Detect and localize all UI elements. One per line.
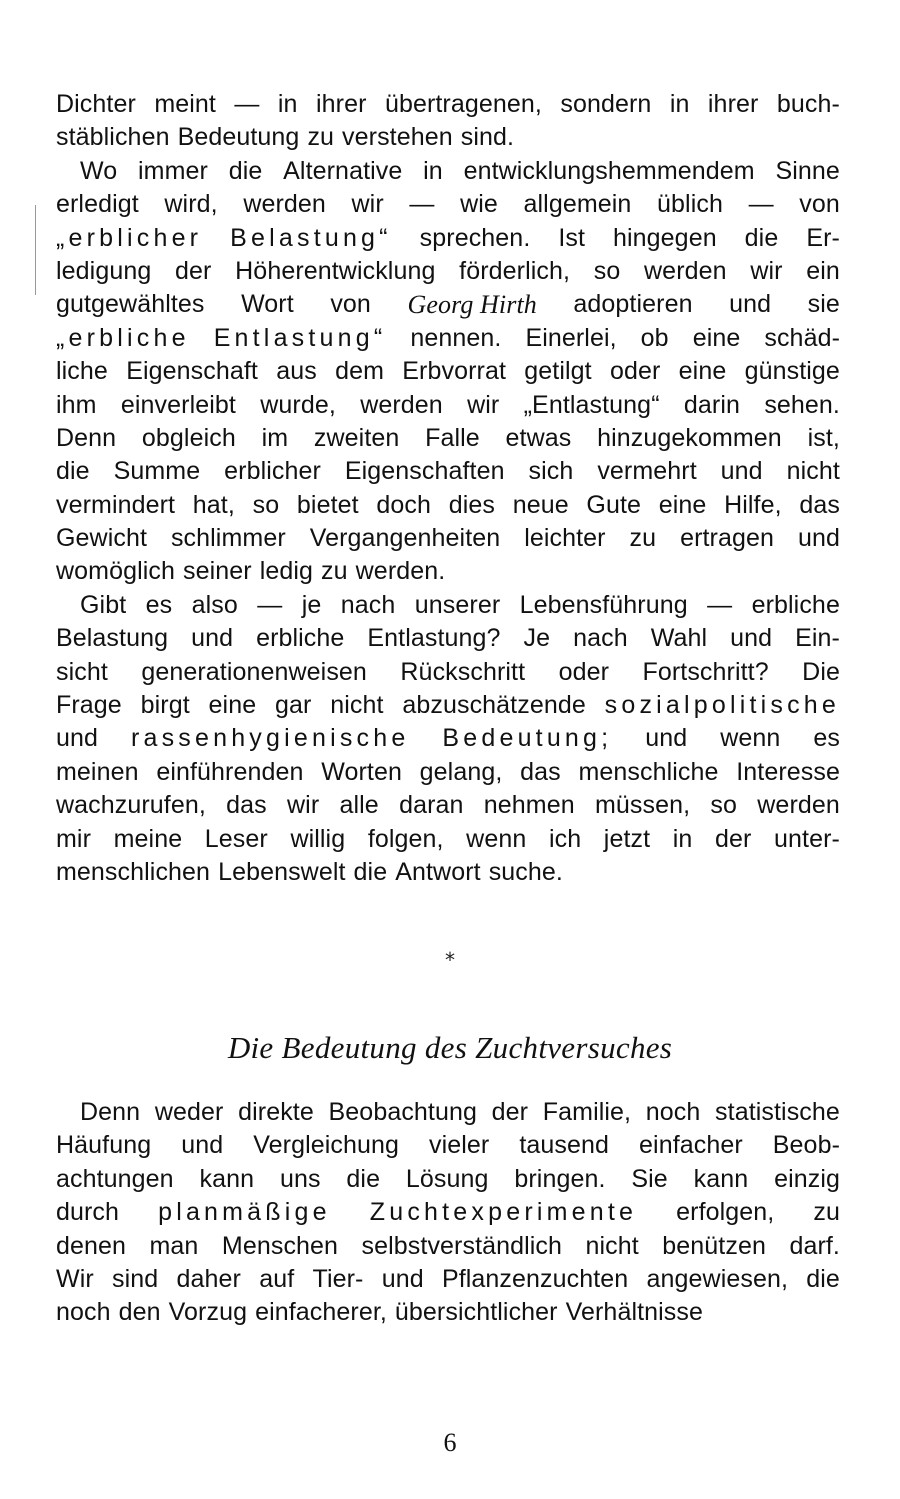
word: Beob- xyxy=(772,1131,840,1160)
text-line xyxy=(56,555,840,588)
word: Die xyxy=(802,657,840,686)
word: und xyxy=(645,724,688,753)
word: Einerlei, xyxy=(525,323,617,352)
word: unter- xyxy=(774,824,840,853)
word: Alternative xyxy=(283,156,403,185)
word: zweiten xyxy=(313,423,400,452)
word: Vorzug xyxy=(168,1298,248,1327)
word: ist, xyxy=(807,423,840,452)
word: zu xyxy=(629,524,657,553)
word: meine xyxy=(113,824,183,853)
word: „erbliche xyxy=(56,323,190,352)
word: Zuchtexperimente xyxy=(369,1198,638,1227)
word: — xyxy=(748,190,774,219)
text-line xyxy=(56,522,840,555)
word: eine xyxy=(208,691,257,720)
word: Bedeutung xyxy=(177,123,300,152)
section-ornament: * xyxy=(445,948,455,972)
word: wachzurufen, xyxy=(56,791,206,820)
word: seiner xyxy=(183,557,252,586)
word: nach xyxy=(573,624,628,653)
word: Eigenschaften xyxy=(344,457,505,486)
word: nach xyxy=(340,590,396,619)
word: und xyxy=(191,624,234,653)
word: einverleibt xyxy=(120,390,236,419)
word: dies xyxy=(448,490,495,519)
word: erbliche xyxy=(256,624,345,653)
word: selbstverständlich xyxy=(361,1231,563,1260)
word: in xyxy=(669,90,690,118)
word: Menschen xyxy=(221,1231,339,1260)
word: Belastung xyxy=(56,624,169,653)
word: einfacher xyxy=(639,1131,743,1160)
word: getilgt xyxy=(524,357,592,386)
text-line xyxy=(56,589,840,622)
word: den xyxy=(118,1298,161,1327)
word: also xyxy=(191,590,238,619)
word: Vergangenheiten xyxy=(309,524,501,553)
word: Wort xyxy=(241,290,294,319)
word: und xyxy=(797,524,840,553)
word: direkte xyxy=(238,1098,314,1126)
text-line xyxy=(56,656,840,689)
text-line xyxy=(56,322,840,355)
word: suche. xyxy=(488,857,563,886)
word: Familie, xyxy=(542,1098,632,1126)
word: folgen, xyxy=(367,824,444,853)
word: nicht xyxy=(330,691,384,720)
word: einzig xyxy=(774,1164,840,1193)
word: Interesse xyxy=(736,757,840,786)
text-line xyxy=(56,455,840,488)
word: so xyxy=(593,256,621,285)
word: ertragen xyxy=(680,524,774,553)
word: durch xyxy=(56,1198,120,1227)
word: vieler xyxy=(429,1131,490,1160)
word: nehmen xyxy=(483,791,575,820)
word: je xyxy=(301,590,322,619)
word: werden xyxy=(243,190,326,219)
word: planmäßige xyxy=(158,1198,331,1227)
word: meint xyxy=(154,90,216,118)
word: wir xyxy=(750,256,783,285)
word: ledigung xyxy=(56,256,152,285)
word: und xyxy=(729,290,772,319)
word: der xyxy=(715,824,752,853)
section-heading: Die Bedeutung des Zuchtversuches xyxy=(227,1030,673,1065)
word: menschliche xyxy=(578,757,719,786)
text-line xyxy=(56,823,840,856)
word: Antwort xyxy=(395,857,481,886)
word: werden xyxy=(757,791,840,820)
word: sprechen. xyxy=(419,223,531,252)
word: erbliche xyxy=(751,590,840,619)
word: werden xyxy=(644,256,727,285)
word: Belastung“ xyxy=(230,223,392,252)
word: daher xyxy=(176,1264,241,1293)
word: die xyxy=(346,1164,381,1193)
word: Lebenswelt xyxy=(218,857,346,886)
word: sehen. xyxy=(764,390,840,419)
word: Sinne xyxy=(775,156,840,185)
word: entwicklungshemmendem xyxy=(463,156,755,185)
text-line xyxy=(56,389,840,422)
word: Gute xyxy=(586,490,642,519)
word: die xyxy=(806,1264,840,1293)
word: dem xyxy=(335,357,385,386)
word: statistische xyxy=(715,1098,840,1126)
word: achtungen xyxy=(56,1164,174,1193)
text-line xyxy=(56,1296,840,1329)
word: Bedeutung; xyxy=(442,724,613,753)
text-line xyxy=(56,188,840,221)
word: der xyxy=(491,1098,529,1126)
word: allgemein xyxy=(523,190,632,219)
word: doch xyxy=(376,490,432,519)
word: ich xyxy=(548,824,582,853)
text-line xyxy=(56,856,840,889)
word: erledigt xyxy=(56,190,139,219)
word: wenn xyxy=(466,824,527,853)
text-line xyxy=(56,1196,840,1229)
word: werden. xyxy=(355,557,446,586)
text-line xyxy=(56,756,840,789)
word: meinen xyxy=(56,757,139,786)
word: hingegen xyxy=(613,223,717,252)
word: und xyxy=(181,1131,224,1160)
word: Tier- xyxy=(312,1264,364,1293)
word: „erblicher xyxy=(56,223,203,252)
word: das xyxy=(799,490,840,519)
word: nennen. xyxy=(410,323,502,352)
text-line xyxy=(56,722,840,755)
word: ihrer xyxy=(707,90,759,118)
text-line xyxy=(56,1129,840,1162)
word: nicht xyxy=(786,457,840,486)
word: — xyxy=(257,590,283,619)
word: von xyxy=(330,290,371,319)
word: und xyxy=(381,1264,424,1293)
word: darin xyxy=(683,390,741,419)
word: eine xyxy=(678,357,727,386)
word: „Entlastung“ xyxy=(523,390,660,419)
word: sondern xyxy=(560,90,652,118)
word: — xyxy=(409,190,435,219)
word: im xyxy=(261,423,289,452)
word: Gibt xyxy=(80,590,127,619)
word: Lösung xyxy=(405,1164,489,1193)
word: förderlich, xyxy=(459,256,571,285)
text-line xyxy=(56,255,840,288)
word: gutgewähltes xyxy=(56,290,205,319)
word: in xyxy=(672,824,693,853)
text-line xyxy=(56,422,840,455)
word: günstige xyxy=(744,357,840,386)
word: die xyxy=(744,223,779,252)
page-number: 6 xyxy=(443,1428,457,1457)
word: Vergleichung xyxy=(253,1131,400,1160)
word: mir xyxy=(56,824,92,853)
word: sind xyxy=(112,1264,159,1293)
word: aus xyxy=(276,357,317,386)
text-line xyxy=(56,1230,840,1263)
word: angewiesen, xyxy=(646,1264,789,1293)
word: neue xyxy=(512,490,569,519)
word: wurde, xyxy=(260,390,336,419)
word: Wo xyxy=(80,156,118,185)
text-line xyxy=(56,222,840,255)
word: Eigenschaft xyxy=(126,357,258,386)
word: alle xyxy=(339,791,379,820)
word: üblich xyxy=(657,190,723,219)
word: einfacherer, xyxy=(255,1298,387,1327)
word: ob xyxy=(640,323,669,352)
text-line xyxy=(56,489,840,522)
word: sicht xyxy=(56,657,108,686)
word: Worten xyxy=(321,757,402,786)
word: erfolgen, xyxy=(676,1198,775,1227)
word: menschlichen xyxy=(56,857,211,886)
word: ledig xyxy=(259,557,314,586)
word: oder xyxy=(558,657,610,686)
word: rassenhygienische xyxy=(130,724,410,753)
word: stäblichen xyxy=(56,123,170,152)
word: Sie xyxy=(631,1164,668,1193)
word: liche xyxy=(56,357,108,386)
word: vermehrt xyxy=(597,457,697,486)
word: Lebensführung xyxy=(519,590,688,619)
word: das xyxy=(226,791,267,820)
word: und xyxy=(730,624,773,653)
word: obgleich xyxy=(141,423,236,452)
word: gelang, xyxy=(419,757,503,786)
word: das xyxy=(520,757,561,786)
word: und xyxy=(720,457,763,486)
word: die xyxy=(56,457,90,486)
margin-mark xyxy=(35,205,36,295)
word: Ein- xyxy=(795,624,840,653)
word: man xyxy=(149,1231,199,1260)
word: sich xyxy=(528,457,574,486)
word: Entlastung? xyxy=(367,624,501,653)
word: übersichtlicher xyxy=(394,1298,558,1327)
word: Frage xyxy=(56,691,122,720)
word: übertragenen, xyxy=(384,90,542,118)
word: ein xyxy=(806,256,840,285)
word: Verhältnisse xyxy=(565,1298,704,1327)
word: buch- xyxy=(776,90,840,118)
word: etwas xyxy=(505,423,572,452)
body-text-top xyxy=(56,88,840,889)
word: tausend xyxy=(519,1131,610,1160)
word: hat, xyxy=(192,490,235,519)
word: birgt xyxy=(140,691,190,720)
word: abzuschätzende xyxy=(402,691,586,720)
text-line xyxy=(56,1096,840,1129)
word: Beobachtung xyxy=(328,1098,477,1126)
word: Summe xyxy=(113,457,201,486)
word: so xyxy=(710,791,738,820)
word: die xyxy=(228,156,263,185)
word: Pflanzenzuchten xyxy=(441,1264,629,1293)
text-line xyxy=(56,288,840,321)
word: jetzt xyxy=(603,824,651,853)
word: schäd- xyxy=(764,323,840,352)
word: benützen xyxy=(662,1231,766,1260)
word: eine xyxy=(692,323,741,352)
word: und xyxy=(56,724,99,753)
word: wenn xyxy=(720,724,781,753)
word: bringen. xyxy=(514,1164,606,1193)
text-line xyxy=(56,121,840,154)
word: müssen, xyxy=(594,791,691,820)
word: — xyxy=(707,590,733,619)
text-line xyxy=(56,155,840,188)
text-line xyxy=(56,622,840,655)
text-line xyxy=(56,355,840,388)
word: sie xyxy=(807,290,840,319)
word: vermindert xyxy=(56,490,176,519)
word: werden xyxy=(360,390,443,419)
word: daran xyxy=(399,791,464,820)
text-line xyxy=(56,88,840,121)
word: hinzugekommen xyxy=(597,423,782,452)
word: schlimmer xyxy=(170,524,286,553)
word: Wahl xyxy=(650,624,708,653)
word: in xyxy=(423,156,443,185)
word: leichter xyxy=(524,524,606,553)
word: Häufung xyxy=(56,1131,152,1160)
word: — xyxy=(234,90,260,118)
word: ihm xyxy=(56,390,97,419)
word: Leser xyxy=(204,824,268,853)
word: in xyxy=(277,90,298,118)
text-line xyxy=(56,789,840,822)
word: zu xyxy=(813,1198,840,1227)
word: es xyxy=(813,724,840,753)
word: ihrer xyxy=(316,90,367,118)
word: Denn xyxy=(80,1098,141,1126)
body-text-bottom xyxy=(56,1096,840,1330)
word: Rückschritt xyxy=(400,657,526,686)
word: unserer xyxy=(414,590,501,619)
word: nicht xyxy=(585,1231,639,1260)
word: denen xyxy=(56,1231,127,1260)
word: uns xyxy=(279,1164,321,1193)
word: die xyxy=(353,857,388,886)
word: noch xyxy=(56,1298,111,1327)
word: Höherentwicklung xyxy=(235,256,436,285)
word: weder xyxy=(154,1098,224,1126)
word: willig xyxy=(290,824,346,853)
word: zu xyxy=(321,557,348,586)
word: sozialpolitische xyxy=(604,691,840,720)
word: erblicher xyxy=(224,457,321,486)
word: kann xyxy=(199,1164,255,1193)
word: wir xyxy=(351,190,384,219)
word: Entlastung“ xyxy=(213,323,387,352)
word: eine xyxy=(658,490,707,519)
word: adoptieren xyxy=(573,290,693,319)
word: wird, xyxy=(164,190,218,219)
word: Gewicht xyxy=(56,524,148,553)
word: wir xyxy=(467,390,500,419)
word: Dichter xyxy=(56,90,136,118)
word: verstehen xyxy=(342,123,453,152)
word: wir xyxy=(287,791,320,820)
word: Wir xyxy=(56,1264,94,1293)
word: der xyxy=(175,256,212,285)
word: wie xyxy=(460,190,498,219)
word: Hilfe, xyxy=(724,490,782,519)
word: womöglich xyxy=(56,557,176,586)
text-line xyxy=(56,1263,840,1296)
word: einführenden xyxy=(156,757,304,786)
text-line xyxy=(56,1163,840,1196)
word: von xyxy=(799,190,840,219)
word: noch xyxy=(645,1098,701,1126)
word: Er- xyxy=(806,223,840,252)
word: Je xyxy=(523,624,551,653)
text-line xyxy=(56,689,840,722)
word: Falle xyxy=(425,423,480,452)
word: Denn xyxy=(56,423,117,452)
word: Fortschritt? xyxy=(642,657,769,686)
word: oder xyxy=(609,357,661,386)
word: zu xyxy=(307,123,335,152)
word: Georg Hirth xyxy=(407,290,537,320)
word: sind. xyxy=(460,123,515,152)
word: auf xyxy=(259,1264,295,1293)
word: Erbvorrat xyxy=(402,357,506,386)
word: generationenweisen xyxy=(141,657,367,686)
word: gar xyxy=(275,691,312,720)
word: darf. xyxy=(789,1231,840,1260)
word: kann xyxy=(693,1164,749,1193)
word: Ist xyxy=(558,223,586,252)
word: es xyxy=(145,590,173,619)
word: so xyxy=(252,490,280,519)
word: bietet xyxy=(296,490,359,519)
word: immer xyxy=(138,156,208,185)
